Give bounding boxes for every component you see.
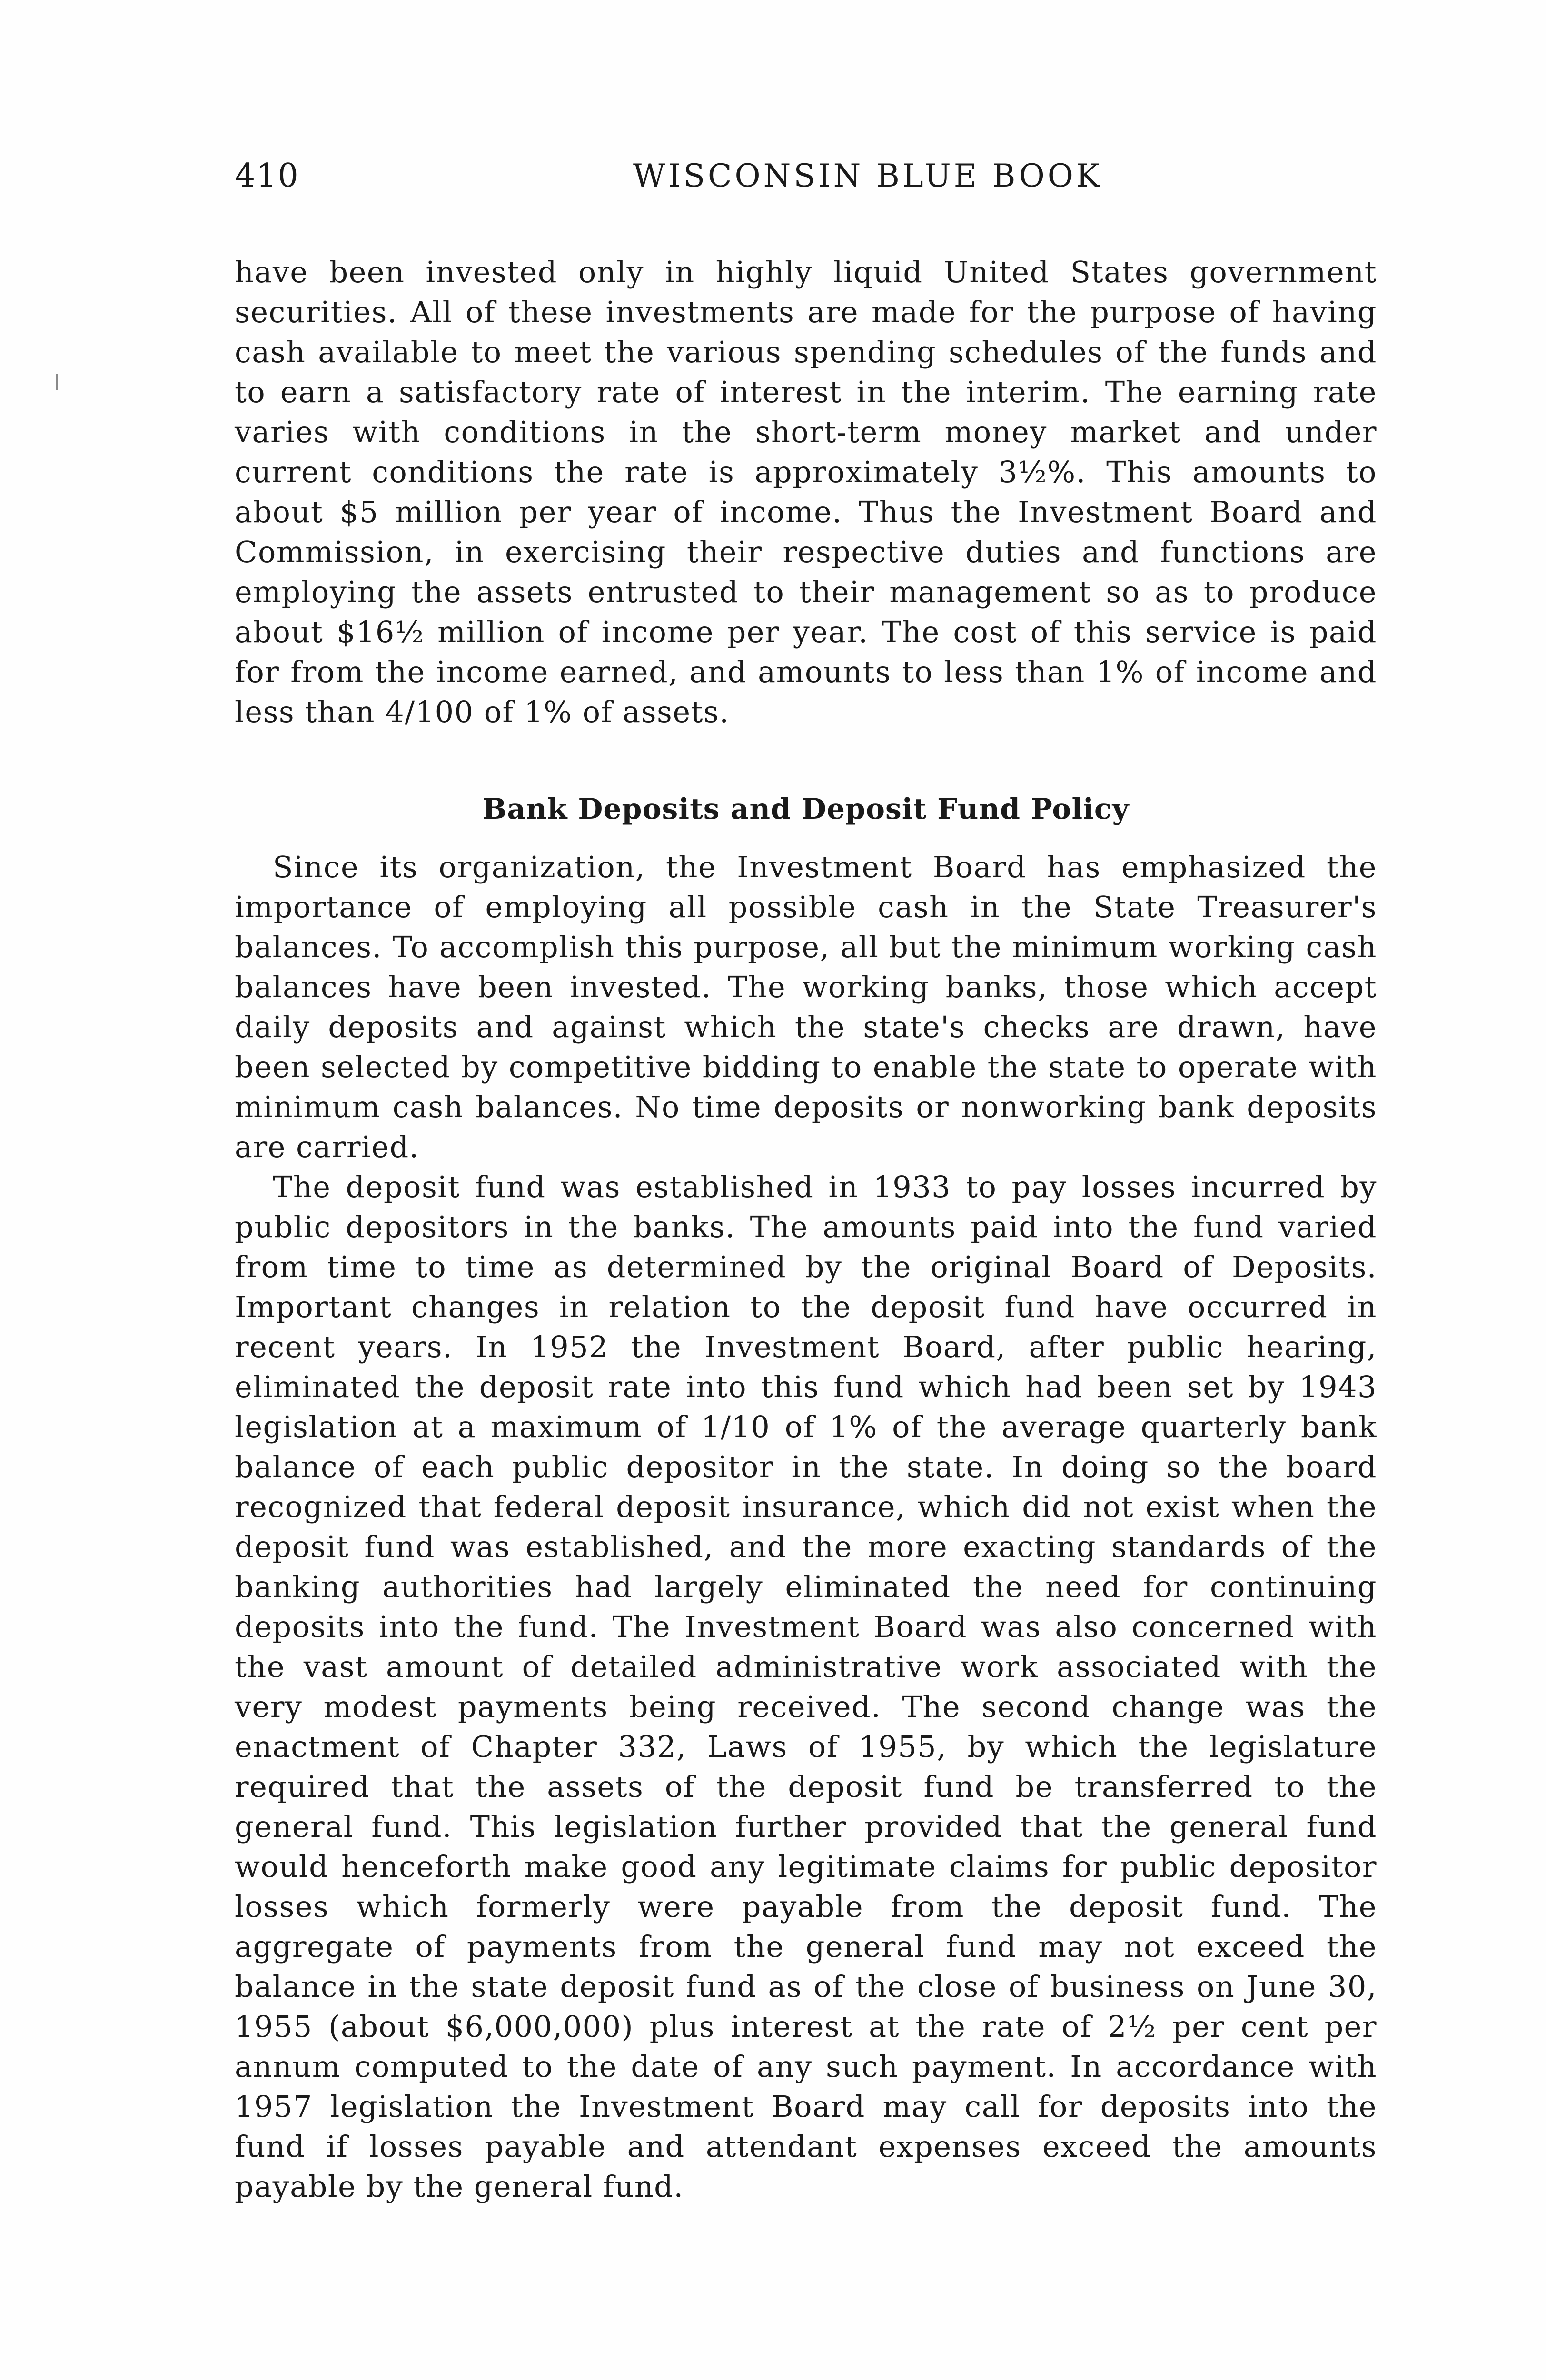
paragraph-deposit-fund: The deposit fund was established in 1933 to pay losses incurred by public depositors in the banks. The amounts paid into the fund varied from time to time as determined by the original Board of Deposits. Important changes in relation to the deposit fund have occurred in recent years. In 1952 the Investment Board, after public hearing, eliminated the deposit rate into this fund which had been set by 1943 legislation at a maximum of 1/10 of 1% of the average quarterly bank balance of each public depositor in the state. In doing so the board recognized that federal deposit insurance, which did not exist when the deposit fund was established, and the more exacting standards of the banking authorities had largely eliminated the need for continuing deposits into the fund. The Investment Board was also concerned with the vast amount of detailed administrative work associated with the very modest payments being received. The second change was the enactment of Chapter 332, Laws of 1955, by which the legislature required that the assets of the deposit fund be transferred to the general fund. This legislation further provided that the general fund would henceforth make good any legitimate claims for public depositor losses which formerly were payable from the deposit fund. The aggregate of payments from the general fund may not exceed the balance in the state deposit fund as of the close of business on June 30, 1955 (about $6,000,000) plus interest at the rate of 2½ per cent per annum computed to the date of any such payment. In accordance with 1957 legislation the Investment Board may call for deposits into the fund if losses payable and attendant expenses exceed the amounts payable by the general fund. <box>235 1170 1377 2204</box>
section-heading: Bank Deposits and Deposit Fund Policy <box>482 793 1130 826</box>
opening-text-block <box>235 252 1377 732</box>
book-title: WISCONSIN BLUE BOOK <box>633 158 1103 194</box>
page-number: 410 <box>235 157 299 195</box>
running-head <box>235 152 1377 200</box>
opening-paragraph: have been invested only in highly liquid United States government securities. All of these investments are made for the purpose of having cash available to meet the various spending schedules of the funds and to earn a satisfactory rate of interest in the interim. The earning rate varies with conditions in the short-term money market and under current conditions the rate is approximately 3½%. This amounts to about $5 million per year of income. Thus the Investment Board and Commission, in exercising their respective duties and functions are employing the assets entrusted to their management so as to produce about $16½ million of income per year. The cost of this service is paid for from the income earned, and amounts to less than 1% of income and less than 4/100 of 1% of assets. <box>235 255 1377 729</box>
section-text-block <box>235 847 1377 2207</box>
paragraph-working-banks: Since its organization, the Investment Board has emphasized the importance of employing all possible cash in the State Treasurer's balances. To accomplish this purpose, all but the minimum working cash balances have been invested. The working banks, those which accept daily deposits and against which the state's checks are drawn, have been selected by competitive bidding to enable the state to operate with minimum cash balances. No time deposits or nonworking bank deposits are carried. <box>235 850 1377 1164</box>
margin-mark <box>56 374 58 390</box>
